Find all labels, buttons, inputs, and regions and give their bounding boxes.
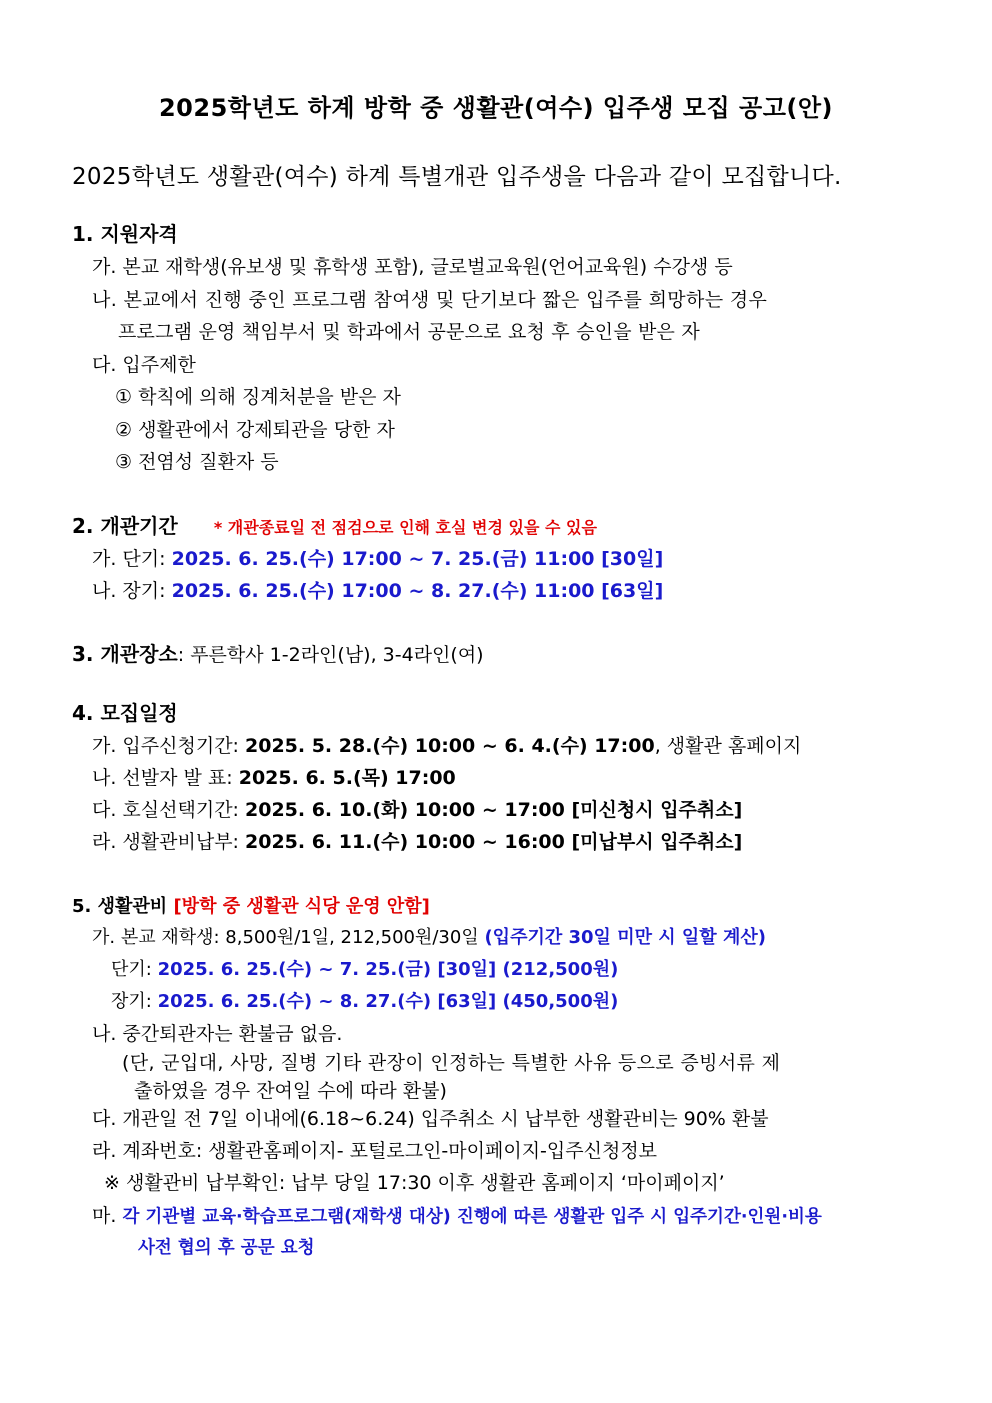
s5-item-e-label: 마. (92, 1205, 123, 1227)
section-2-heading-row (72, 513, 597, 541)
s4-item-b (92, 765, 456, 791)
s4-item-c-value: 2025. 6. 10.(화) 10:00 ~ 17:00 [미신청시 입주취소] (245, 799, 743, 821)
section-5-heading: 5. 생활관비 (72, 896, 174, 917)
s5-item-a (92, 925, 766, 951)
s5-item-e-value: 각 기관별 교육·학습프로그램(재학생 대상) 진행에 따른 생활관 입주 시 입주기간·인원·비용 (122, 1207, 822, 1227)
s5-long-term (111, 989, 618, 1015)
s5-item-b: 나. 중간퇴관자는 환불금 없음. (92, 1023, 343, 1045)
s5-item-b-note: (단, 군입대, 사망, 질병 기타 관장이 인정하는 특별한 사유 등으로 증빙서류 제 (122, 1052, 781, 1074)
s5-short-label: 단기: (111, 959, 158, 980)
s1-item-c1: ① 학칙에 의해 징계처분을 받은 자 (115, 386, 401, 408)
s5-heading-note: [방학 중 생활관 식당 운영 안함] (173, 896, 430, 917)
intro-text: 2025학년도 생활관(여수) 하계 특별개관 입주생을 다음과 같이 모집합니다. (72, 164, 842, 190)
section-5-heading-row (72, 893, 430, 920)
s1-item-a: 가. 본교 재학생(유보생 및 휴학생 포함), 글로벌교육원(언어교육원) 수강생 등 (92, 256, 733, 278)
section-4-heading: 4. 모집일정 (72, 701, 178, 725)
section-1-heading: 1. 지원자격 (72, 222, 178, 246)
s5-item-a-note: (입주기간 30일 미만 시 일할 계산) (484, 927, 766, 948)
s4-item-b-value: 2025. 6. 5.(목) 17:00 (238, 767, 456, 789)
s4-item-c (92, 797, 742, 823)
s5-short-value: 2025. 6. 25.(수) ~ 7. 25.(금) [30일] (212,500원) (157, 959, 619, 980)
document-title: 2025학년도 하계 방학 중 생활관(여수) 입주생 모집 공고(안) (158, 94, 834, 122)
s5-item-c: 다. 개관일 전 7일 이내에(6.18~6.24) 입주취소 시 납부한 생활관비는 90% 환불 (92, 1108, 769, 1130)
s5-item-a-label: 가. 본교 재학생: 8,500원/1일, 212,500원/30일 (92, 927, 485, 948)
s4-item-a-tail: , 생활관 홈페이지 (654, 735, 802, 757)
s2-notice: * 개관종료일 전 점검으로 인해 호실 변경 있을 수 있음 (213, 518, 597, 537)
s3-value: : 푸른학사 1-2라인(남), 3-4라인(여) (177, 644, 484, 666)
s2-item-b (92, 578, 663, 604)
s5-item-b-note-cont: 출하였을 경우 잔여일 수에 따라 환불) (134, 1080, 447, 1102)
s4-item-a-label: 가. 입주신청기간: (92, 735, 245, 757)
s2-item-a-label: 가. 단기: (92, 548, 172, 570)
s4-item-d-label: 라. 생활관비납부: (92, 831, 245, 853)
s5-item-e (92, 1203, 822, 1230)
s5-short-term (111, 957, 618, 983)
s2-item-a (92, 546, 663, 572)
s1-item-b-cont: 프로그램 운영 책임부서 및 학과에서 공문으로 요청 후 승인을 받은 자 (118, 321, 700, 343)
s5-item-d: 라. 계좌번호: 생활관홈페이지- 포털로그인-마이페이지-입주신청정보 (92, 1140, 658, 1162)
s2-item-b-label: 나. 장기: (92, 580, 172, 602)
s1-item-c: 다. 입주제한 (92, 354, 196, 376)
s4-item-b-label: 나. 선발자 발 표: (92, 767, 239, 789)
s5-long-value: 2025. 6. 25.(수) ~ 8. 27.(수) [63일] (450,500원) (157, 991, 619, 1012)
s4-item-d (92, 829, 742, 855)
s4-item-d-value: 2025. 6. 11.(수) 10:00 ~ 16:00 [미납부시 입주취소] (245, 831, 743, 853)
s1-item-b: 나. 본교에서 진행 중인 프로그램 참여생 및 단기보다 짧은 입주를 희망하는 경우 (92, 289, 768, 311)
section-3-heading: 3. 개관장소 (72, 642, 178, 666)
s1-item-c3: ③ 전염성 질환자 등 (115, 451, 279, 473)
section-3-row (72, 641, 484, 668)
s1-item-c2: ② 생활관에서 강제퇴관을 당한 자 (115, 419, 395, 441)
s2-item-b-value: 2025. 6. 25.(수) 17:00 ~ 8. 27.(수) 11:00 [63일] (171, 580, 664, 602)
s4-item-a (92, 733, 801, 759)
section-2-heading: 2. 개관기간 (72, 514, 178, 538)
s4-item-c-label: 다. 호실선택기간: (92, 799, 245, 821)
s5-long-label: 장기: (111, 991, 158, 1012)
s5-payment-note: ※ 생활관비 납부확인: 납부 당일 17:30 이후 생활관 홈페이지 ‘마이페이지’ (104, 1172, 725, 1194)
s2-item-a-value: 2025. 6. 25.(수) 17:00 ~ 7. 25.(금) 11:00 [30일] (171, 548, 664, 570)
s4-item-a-value: 2025. 5. 28.(수) 10:00 ~ 6. 4.(수) 17:00 (245, 735, 655, 757)
s5-item-e-value-cont: 사전 협의 후 공문 요청 (138, 1238, 315, 1258)
